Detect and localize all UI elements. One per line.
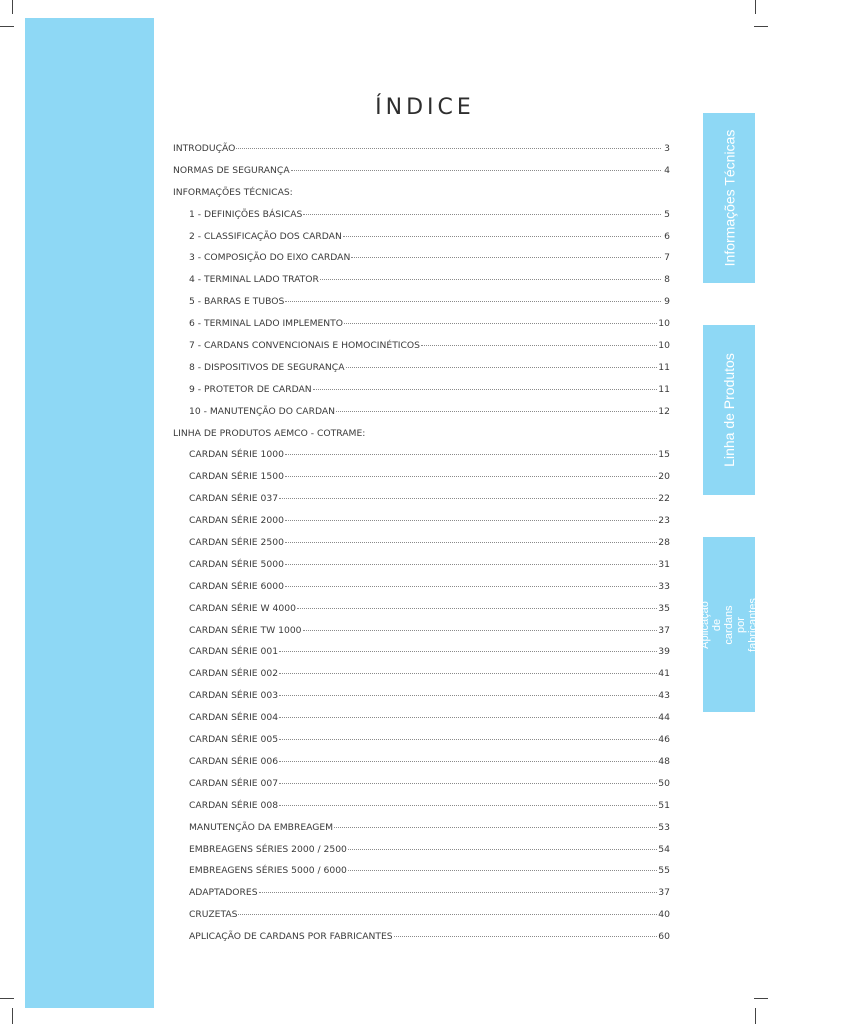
toc-dot-leader xyxy=(279,783,657,784)
toc-entry[interactable] xyxy=(173,182,670,204)
tab-linha-de-produtos-label: Linha de Produtos xyxy=(721,353,738,467)
toc-entry-label: CRUZETAS xyxy=(189,909,238,921)
toc-entry[interactable] xyxy=(173,620,670,642)
toc-entry-label: CARDAN SÉRIE 1000 xyxy=(189,449,284,461)
toc-entry[interactable] xyxy=(173,598,670,620)
toc-entry-label: CARDAN SÉRIE W 4000 xyxy=(189,602,296,614)
toc-entry-label: 4 - TERMINAL LADO TRATOR xyxy=(189,274,319,286)
toc-entry-page: 35 xyxy=(658,602,670,614)
toc-entry[interactable] xyxy=(173,269,670,291)
crop-mark-top-right xyxy=(755,0,756,14)
tab-informacoes-tecnicas-label: Informações Técnicas xyxy=(721,129,738,267)
toc-entry[interactable] xyxy=(173,532,670,554)
toc-entry[interactable] xyxy=(173,882,670,904)
toc-entry-label: APLICAÇÃO DE CARDANS POR FABRICANTES xyxy=(189,931,393,943)
toc-entry[interactable] xyxy=(173,160,670,182)
toc-dot-leader xyxy=(303,630,658,631)
toc-dot-leader xyxy=(279,498,657,499)
toc-entry-page: 20 xyxy=(658,471,670,483)
toc-entry-page: 9 xyxy=(664,296,670,308)
toc-entry-label: NORMAS DE SEGURANÇA xyxy=(173,164,290,176)
toc-dot-leader xyxy=(346,367,658,368)
toc-entry-label: CARDAN SÉRIE 2000 xyxy=(189,515,284,527)
toc-entry-label: 2 - CLASSIFICAÇÃO DOS CARDAN xyxy=(189,230,342,242)
toc-dot-leader xyxy=(285,476,657,477)
crop-mark-left-bottom xyxy=(0,998,14,999)
left-color-band xyxy=(25,18,154,1008)
toc-entry-page: 51 xyxy=(658,799,670,811)
toc-entry-label: CARDAN SÉRIE 006 xyxy=(189,755,279,767)
toc-entry[interactable] xyxy=(173,313,670,335)
toc-entry-page: 8 xyxy=(664,274,670,286)
toc-entry[interactable] xyxy=(173,707,670,729)
toc-dot-leader xyxy=(348,849,657,850)
toc-dot-leader xyxy=(297,608,657,609)
toc-entry-label: CARDAN SÉRIE 007 xyxy=(189,777,279,789)
toc-entry-label: CARDAN SÉRIE 003 xyxy=(189,690,279,702)
toc-entry-label: 3 - COMPOSIÇÃO DO EIXO CARDAN xyxy=(189,252,351,264)
toc-dot-leader xyxy=(238,914,657,915)
toc-entry-label: 10 - MANUTENÇÃO DO CARDAN xyxy=(189,405,336,417)
toc-entry-page: 23 xyxy=(658,515,670,527)
toc-entry-page: 11 xyxy=(658,383,670,395)
toc-entry[interactable] xyxy=(173,423,670,445)
toc-dot-leader xyxy=(279,805,657,806)
toc-entry-page: 44 xyxy=(658,712,670,724)
toc-entry[interactable] xyxy=(173,685,670,707)
crop-mark-right-top xyxy=(754,26,768,27)
toc-entry-page: 50 xyxy=(658,777,670,789)
toc-entry[interactable] xyxy=(173,554,670,576)
toc-dot-leader xyxy=(236,148,661,149)
toc-dot-leader xyxy=(285,454,657,455)
toc-entry[interactable] xyxy=(173,401,670,423)
toc-entry-page: 3 xyxy=(664,143,670,154)
toc-entry-page: 15 xyxy=(658,449,670,461)
crop-mark-bottom-left xyxy=(12,1008,13,1024)
toc-dot-leader xyxy=(313,389,658,390)
toc-dot-leader xyxy=(279,717,657,718)
toc-entry-label: LINHA DE PRODUTOS AEMCO - COTRAME: xyxy=(173,427,366,439)
toc-dot-leader xyxy=(421,345,657,346)
toc-dot-leader xyxy=(285,586,657,587)
toc-entry-page: 4 xyxy=(664,164,670,176)
toc-entry[interactable] xyxy=(173,226,670,248)
toc-entry-page: 10 xyxy=(658,318,670,330)
toc-entry-page: 31 xyxy=(658,558,670,570)
toc-entry-label: CARDAN SÉRIE 5000 xyxy=(189,558,284,570)
toc-entry-label: CARDAN SÉRIE 008 xyxy=(189,799,279,811)
tab-linha-de-produtos[interactable] xyxy=(703,325,755,495)
toc-entry-label: EMBREAGENS SÉRIES 2000 / 2500 xyxy=(189,843,347,855)
toc-entry[interactable] xyxy=(173,444,670,466)
toc-dot-leader xyxy=(303,214,661,215)
crop-mark-top-left xyxy=(12,0,13,14)
toc-dot-leader xyxy=(279,739,657,740)
toc-entry[interactable] xyxy=(173,291,670,313)
tab-aplicacao-cardans-label: Aplicação de cardans por fabricantes xyxy=(699,597,759,652)
toc-entry-page: 7 xyxy=(664,252,670,264)
toc-entry-label: 8 - DISPOSITIVOS DE SEGURANÇA xyxy=(189,361,345,373)
toc-entry-page: 28 xyxy=(658,537,670,549)
toc-entry-label: 9 - PROTETOR DE CARDAN xyxy=(189,383,312,395)
tab-aplicacao-cardans[interactable] xyxy=(699,537,759,712)
toc-dot-leader xyxy=(348,870,657,871)
toc-entry[interactable] xyxy=(173,729,670,751)
toc-entry-label: CARDAN SÉRIE 004 xyxy=(189,712,279,724)
toc-entry-label: INFORMAÇÕES TÉCNICAS: xyxy=(173,186,293,198)
tab-informacoes-tecnicas[interactable] xyxy=(703,113,755,283)
toc-dot-leader xyxy=(394,936,658,937)
toc-dot-leader xyxy=(279,761,657,762)
toc-dot-leader xyxy=(344,323,657,324)
toc-entry-label: EMBREAGENS SÉRIES 5000 / 6000 xyxy=(189,865,347,877)
toc-entry[interactable] xyxy=(173,357,670,379)
toc-dot-leader xyxy=(279,673,657,674)
table-of-contents xyxy=(173,138,670,948)
toc-entry[interactable] xyxy=(173,663,670,685)
toc-entry-label: 1 - DEFINIÇÕES BÁSICAS xyxy=(189,208,303,220)
toc-entry[interactable] xyxy=(173,204,670,226)
toc-entry-page: 54 xyxy=(658,843,670,855)
toc-entry-label: 5 - BARRAS E TUBOS xyxy=(189,296,285,308)
toc-entry[interactable] xyxy=(173,247,670,269)
toc-dot-leader xyxy=(285,542,657,543)
toc-dot-leader xyxy=(285,520,657,521)
toc-dot-leader xyxy=(343,236,661,237)
toc-entry[interactable] xyxy=(173,641,670,663)
toc-dot-leader xyxy=(320,279,661,280)
toc-entry[interactable] xyxy=(173,817,670,839)
toc-entry-page: 5 xyxy=(664,208,670,220)
toc-entry-label: CARDAN SÉRIE 1500 xyxy=(189,471,284,483)
toc-entry-page: 46 xyxy=(658,734,670,746)
toc-dot-leader xyxy=(336,411,657,412)
toc-entry-page: 40 xyxy=(658,909,670,921)
toc-dot-leader xyxy=(279,695,657,696)
toc-entry[interactable] xyxy=(173,904,670,926)
toc-entry-page: 33 xyxy=(658,580,670,592)
toc-entry[interactable] xyxy=(173,379,670,401)
toc-entry[interactable] xyxy=(173,773,670,795)
crop-mark-left-top xyxy=(0,26,14,27)
page-title: ÍNDICE xyxy=(375,94,475,120)
toc-entry-page: 48 xyxy=(658,755,670,767)
toc-entry-page: 22 xyxy=(658,493,670,505)
toc-dot-leader xyxy=(291,170,661,171)
toc-dot-leader xyxy=(334,827,657,828)
toc-entry-page: 11 xyxy=(658,361,670,373)
toc-entry-label: CARDAN SÉRIE 001 xyxy=(189,646,279,658)
toc-entry-label: CARDAN SÉRIE 037 xyxy=(189,493,279,505)
toc-entry-page: 10 xyxy=(658,340,670,352)
toc-entry-label: ADAPTADORES xyxy=(189,887,258,899)
toc-entry-label: CARDAN SÉRIE 6000 xyxy=(189,580,284,592)
toc-entry-label: CARDAN SÉRIE 005 xyxy=(189,734,279,746)
toc-entry-page: 39 xyxy=(658,646,670,658)
toc-entry-page: 12 xyxy=(658,405,670,417)
crop-mark-bottom-right xyxy=(755,1008,756,1024)
toc-entry-label: 6 - TERMINAL LADO IMPLEMENTO xyxy=(189,318,344,330)
toc-entry-page: 6 xyxy=(664,230,670,242)
toc-entry[interactable] xyxy=(173,138,670,160)
toc-dot-leader xyxy=(259,892,658,893)
toc-entry-label: INTRODUÇÃO xyxy=(173,143,236,154)
toc-entry-label: CARDAN SÉRIE TW 1000 xyxy=(189,624,302,636)
toc-entry-page: 37 xyxy=(658,624,670,636)
toc-dot-leader xyxy=(285,564,657,565)
toc-dot-leader xyxy=(351,257,661,258)
toc-dot-leader xyxy=(285,301,661,302)
toc-entry-page: 60 xyxy=(658,931,670,943)
toc-entry[interactable] xyxy=(173,510,670,532)
toc-entry[interactable] xyxy=(173,488,670,510)
toc-entry-label: CARDAN SÉRIE 002 xyxy=(189,668,279,680)
toc-entry-label: 7 - CARDANS CONVENCIONAIS E HOMOCINÉTICOS xyxy=(189,340,420,352)
toc-entry[interactable] xyxy=(173,795,670,817)
toc-entry-label: MANUTENÇÃO DA EMBREAGEM xyxy=(189,821,334,833)
toc-entry-page: 55 xyxy=(658,865,670,877)
toc-entry[interactable] xyxy=(173,860,670,882)
toc-entry[interactable] xyxy=(173,839,670,861)
crop-mark-right-bottom xyxy=(754,998,768,999)
toc-entry[interactable] xyxy=(173,926,670,948)
toc-entry[interactable] xyxy=(173,576,670,598)
toc-entry-label: CARDAN SÉRIE 2500 xyxy=(189,537,284,549)
toc-dot-leader xyxy=(279,651,657,652)
toc-entry[interactable] xyxy=(173,751,670,773)
toc-entry-page: 37 xyxy=(658,887,670,899)
toc-entry[interactable] xyxy=(173,466,670,488)
toc-entry-page: 53 xyxy=(658,821,670,833)
toc-entry[interactable] xyxy=(173,335,670,357)
toc-entry-page: 41 xyxy=(658,668,670,680)
toc-entry-page: 43 xyxy=(658,690,670,702)
